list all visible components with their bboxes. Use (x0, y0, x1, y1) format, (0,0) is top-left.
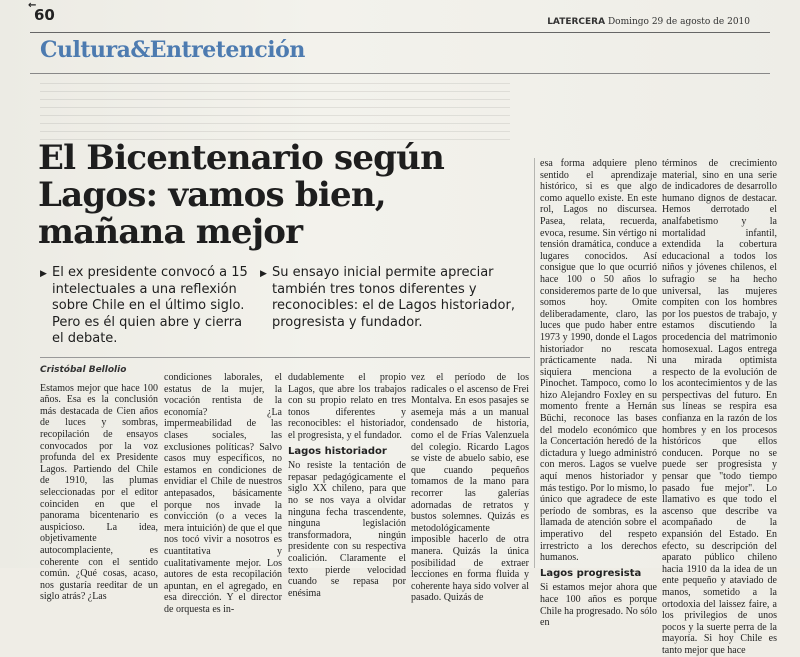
article-column-1 (40, 365, 158, 603)
subhead-lagos-progresista: Lagos progresista (540, 567, 642, 579)
deck-2-text: Su ensayo inicial permite apreciar también tres tonos diferentes y reconocibles: el de Lagos historiador, progresista y fundador. (272, 265, 515, 330)
article-column-6 (662, 158, 777, 657)
page-number (28, 0, 55, 24)
deck-1 (40, 265, 252, 348)
deck-1-text: El ex presidente convocó a 15 intelectuales a una reflexión sobre Chile en el último siglo. Pero es él quien abre y cierra el debate. (52, 265, 248, 346)
column-1-text: Estamos mejor que hace 100 años. Esa es la conclusión más destacada de Cien años de luces y sombras, recopilación de ensayos convocados por la voz profunda del ex Presidente Lagos. Partiendo del Chile de 1910, las plumas seleccionadas por el editor coinciden en que el panorama bicentenario es auspicioso. La idea, objetivamente autocomplaciente, es coherente con el sentido común. ¿Qué cosas, acaso, nos gustaría reeditar de un siglo atrás? ¿Las (40, 382, 158, 603)
corner-mark: ← (28, 0, 37, 11)
page-number-text: 60 (34, 6, 55, 24)
column-5-text-a: esa forma adquiere pleno sentido el aprendizaje histórico, si es que algo como aquello existe. En este rol, Lagos no discursea. Pasea, relata, recuerda, evoca, resume. Sin vértigo ni tensión dramática, conduce a lugares conocidos. Así consigue que lo que ocurrió hace 100 o 50 años lo consideremos parte de lo que somos hoy. Omite deliberadamente, claro, las luces que pudo haber entre 1973 y 1990, donde el Lagos historiador no rescata prácticamente nada. Ni siquiera menciona a Pinochet. Tampoco, como lo hizo Alejandro Foxley en su momento frente a Hernán Büchi, reconoce las bases del modelo económico que la Concertación heredó de la dictadura y luego administró con meros. Lagos se vuelve aquí menos historiador y más testigo. Por lo mismo, lo único que agradece de este período de sombras, es la llamada de atención sobre el imperativo del respeto irrestricto a los derechos humanos. (540, 158, 657, 564)
bullet-triangle-icon: ▶ (260, 269, 267, 279)
article-column-2 (164, 372, 282, 615)
column-3-text-a: dudablemente el propio Lagos, que abre los trabajos con su propio relato en tres tonos diferentes y reconocibles: el historiador, el progresista, y el fundador. (288, 372, 406, 441)
paper-name: LATERCERA (547, 17, 606, 27)
masthead (547, 17, 750, 27)
article-column-3 (288, 372, 406, 599)
section-rule (30, 73, 770, 74)
column-4-text: vez el período de los radicales o el ascenso de Frei Montalva. En esos pasajes se asemeja más a un manual condensado de historia, como el de Frías Valenzuela del colegio. Ricardo Lagos se viste de abuelo sabio, ese que cuando pequeños tomamos de la mano para recorrer las galerías adornadas de retratos y bustos solemnes. Quizás es metodológicamente imposible hacerlo de otra manera. Quizás la única posibilidad de extraer lecciones en forma fluida y coherente haya sido volver al pasado. Quizás de (411, 372, 529, 604)
bullet-triangle-icon: ▶ (40, 269, 47, 279)
column-divider (534, 158, 535, 568)
section-title: Cultura&Entretención (40, 37, 305, 63)
deck-rule (40, 357, 530, 358)
issue-date: Domingo 29 de agosto de 2010 (607, 17, 750, 27)
headline: El Bicentenario según Lagos: vamos bien, mañana mejor (38, 138, 444, 252)
byline: Cristóbal Bellolio (40, 365, 127, 375)
bleed-through-texture (40, 80, 510, 140)
subhead-lagos-historiador: Lagos historiador (288, 445, 387, 457)
article-column-4 (411, 372, 529, 604)
article-column-5 (540, 158, 657, 629)
column-5-text-b: Si estamos mejor ahora que hace 100 años es porque Chile ha progresado. No sólo en (540, 582, 657, 629)
column-2-text: condiciones laborales, el estatus de la mujer, la vocación rentista de la economía? ¿La impermeabilidad de las clases sociales, las exclusiones políticas? Salvo casos muy específicos, no estamos en condiciones de envidiar el Chile de nuestros antepasados, básicamente porque nos invade la convicción (o a veces la mera intuición) de que el que nos tocó vivir a nosotros es cuantitativa y cualitativamente mejor. Los autores de esta recopilación apuntan, en el agregado, en esa dirección. Y el director de orquesta es in- (164, 372, 282, 615)
deck-2 (260, 265, 527, 331)
top-rule (30, 32, 770, 33)
column-3-text-b: No resiste la tentación de repasar pedagógicamente el siglo XX chileno, para que no se nos vaya a olvidar ninguna fecha trascendente, ninguna legislación transformadora, ningún presidente con su respectiva coalición. Claramente el texto pierde velocidad cuando se repasa por enésima (288, 460, 406, 599)
column-6-text: términos de crecimiento material, sino en una serie de indicadores de desarrollo humano dignos de destacar. Hemos derrotado el analfabetismo y la mortalidad infantil, extendida la cobertura educacional a todos los niños y jóvenes chilenos, el sufragio se ha hecho universal, las mujeres compiten con los hombres por los puestos de trabajo, y estamos discutiendo la procedencia del matrimonio homosexual. Lagos entrega una mirada optimista respecto de la evolución de los acontecimientos y de las perspectivas del futuro. En sus líneas se respira esa confianza en la razón de los hombres y en los procesos históricos que ellos conducen. Porque no se puede ser progresista y pensar que "todo tiempo pasado fue mejor". Lo llamativo es que todo el ascenso que describe va acompañado de la expansión del Estado. En efecto, su descripción del aparato público chileno hacia 1910 da la idea de un ente pequeño y ataviado de manos, sometido a la ortodoxia del laissez faire, a los privilegios de unos pocos y la suerte perra de la mayoría. Si hoy Chile es tanto mejor que hace (662, 158, 777, 656)
